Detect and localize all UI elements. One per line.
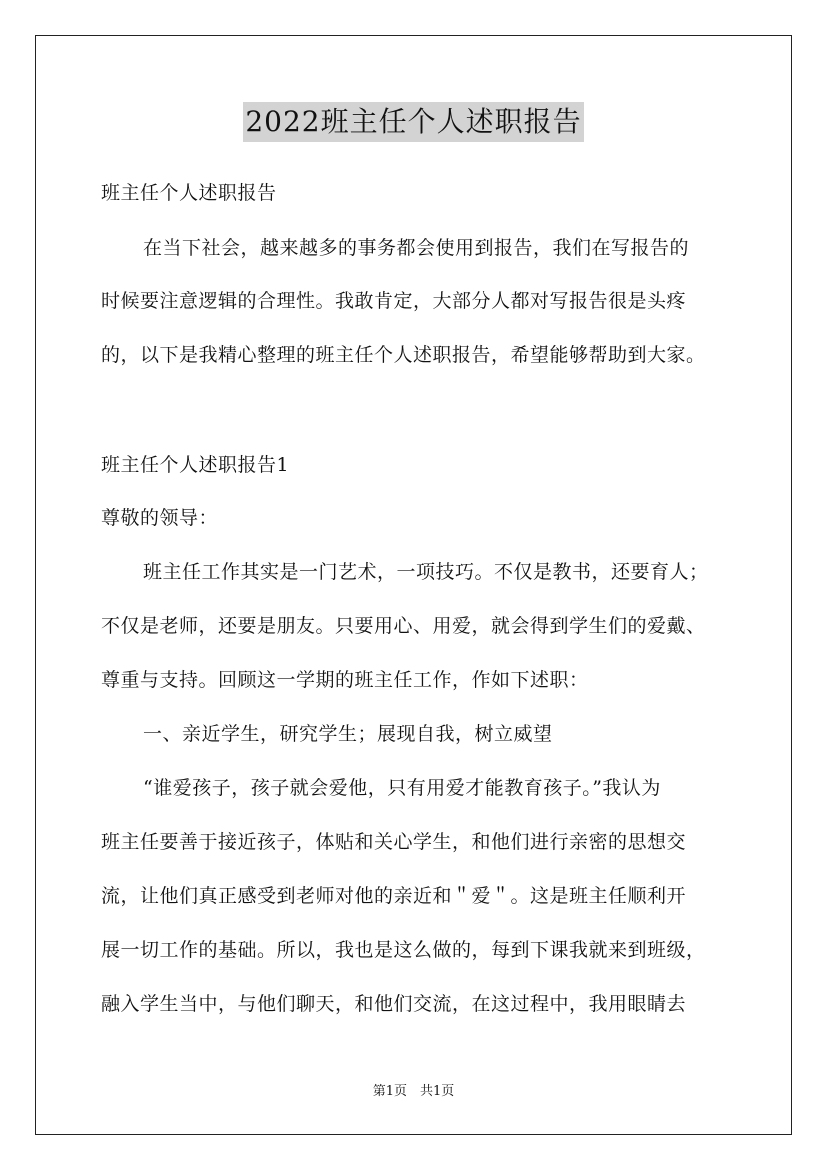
point-line-2: 班主任要善于接近孩子，体贴和关心学生，和他们进行亲密的思想交: [101, 831, 687, 853]
intro-line-2: 时候要注意逻辑的合理性。我敢肯定，大部分人都对写报告很是头疼: [101, 290, 687, 312]
body-line-1: 班主任工作其实是一门艺术，一项技巧。不仅是教书，还要育人；: [143, 561, 709, 583]
body-line-3: 尊重与支持。回顾这一学期的班主任工作，作如下述职：: [101, 669, 589, 691]
title-container: [0, 102, 827, 142]
document-title: 2022班主任个人述职报告: [243, 102, 583, 142]
section-heading: 班主任个人述职报告1: [101, 454, 290, 476]
point-line-1: “谁爱孩子，孩子就会爱他，只有用爱才能教育孩子。”我认为: [143, 777, 661, 799]
body-line-2: 不仅是老师，还要是朋友。只要用心、用爱，就会得到学生们的爱戴、: [101, 615, 706, 637]
intro-line-3: 的，以下是我精心整理的班主任个人述职报告，希望能够帮助到大家。: [101, 344, 706, 366]
point-heading: 一、亲近学生，研究学生；展现自我，树立威望: [143, 723, 553, 745]
subtitle: 班主任个人述职报告: [101, 182, 277, 204]
point-line-4: 展一切工作的基础。所以，我也是这么做的，每到下课我就来到班级，: [101, 939, 706, 961]
point-line-3: 流，让他们真正感受到老师对他的亲近和＂爱＂。这是班主任顺利开: [101, 885, 687, 907]
intro-line-1: 在当下社会，越来越多的事务都会使用到报告，我们在写报告的: [143, 237, 690, 259]
point-line-5: 融入学生当中，与他们聊天，和他们交流，在这过程中，我用眼睛去: [101, 993, 687, 1015]
salutation: 尊敬的领导：: [101, 507, 219, 529]
page-number: 第1页 共1页: [372, 1084, 455, 1099]
